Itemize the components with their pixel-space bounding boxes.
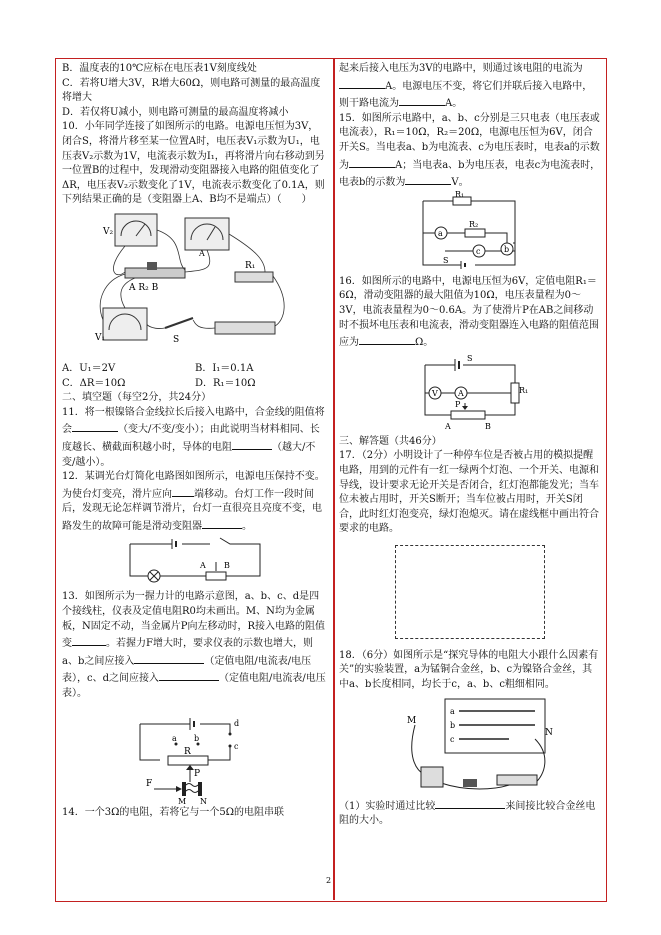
column-divider bbox=[333, 58, 335, 900]
q13-figure bbox=[120, 704, 270, 804]
q15-label-b: b bbox=[504, 244, 510, 254]
q13-label-f: F bbox=[146, 778, 153, 789]
page-number: 2 bbox=[326, 876, 332, 885]
left-column bbox=[62, 62, 328, 820]
q13-label-m: M bbox=[178, 796, 187, 806]
q9-option-d: D．若仅将U减小，则电路可测量的最高温度将减小 bbox=[62, 106, 289, 118]
q10-label-v2: V₂ bbox=[103, 226, 114, 237]
q11-blank-2[interactable] bbox=[232, 438, 272, 450]
q9-option-b: B．温度表的10℃应标在电压表1V刻度线处 bbox=[62, 63, 257, 74]
q13-label-p: P bbox=[194, 768, 201, 779]
q12-label-a: A bbox=[200, 561, 206, 571]
q12-figure bbox=[120, 536, 270, 588]
q10-label-switch: S bbox=[173, 334, 180, 345]
q16-label-ammeter: A bbox=[458, 388, 464, 398]
q15-label-a: a bbox=[438, 228, 443, 238]
q13-blank-1[interactable] bbox=[72, 634, 106, 646]
q10-options bbox=[62, 362, 328, 391]
q12-blank-2[interactable] bbox=[202, 517, 242, 529]
q13-blank-2b[interactable] bbox=[164, 652, 204, 664]
q13-text: 13．如图所示为一握力计的电路示意图，a、b、c、d是四个接线柱，仪表及定值电阻R0均未画出。M、N均为金属板，N固定不动，当金属片P向左移动时，R接入电路的阻值变 。若握力F增大时，要求仪表的示数也增大，则a、b之间应接入 （定值电阻/电流表/电压表），c、d之间应接入 （定值电阻/电流表/电压表）。 bbox=[62, 591, 326, 700]
q18-part1: （1）实验时通过比较 来间接比较合金丝电阻的大小。 bbox=[339, 797, 601, 829]
q13-blank-2[interactable] bbox=[134, 652, 164, 664]
q10-label-rheostat: A R₂ B bbox=[129, 282, 159, 293]
q15-figure bbox=[415, 189, 525, 273]
q12-label-b: B bbox=[224, 561, 230, 571]
q15-label-s: S bbox=[443, 255, 449, 265]
q15-blank-2[interactable] bbox=[405, 173, 451, 185]
q14-continued: 起来后接入电压为3V的电路中，则通过该电阻的电流为A。电源电压不变，将它们并联后接入电路中，则干路电流为 A。 bbox=[339, 63, 593, 110]
q11-blank-1[interactable] bbox=[72, 420, 118, 432]
q12-blank-1[interactable] bbox=[172, 485, 194, 497]
q15-text: 15．如图所示电路中，a、b、c分别是三只电表（电压表或电流表），R₁＝10Ω，R₂＝20Ω，电源电压恒为6V，闭合开关S。当电表a、b为电流表、c为电压表时，电表a的示数为 A；当电表a、b为电压表，电表c为电流表时，电表b的示数为 V。 bbox=[339, 112, 601, 189]
q18-figure bbox=[385, 695, 555, 795]
q14-blank-1[interactable] bbox=[339, 77, 385, 89]
q13-label-a: a bbox=[172, 733, 177, 743]
q10-label-v1: V₁ bbox=[95, 332, 106, 343]
q16-label-a: A bbox=[445, 421, 451, 431]
q10-option-d: D．R₁＝10Ω bbox=[195, 377, 256, 389]
q9-option-c: C．若将U增大3V，R增大60Ω，则电路可测量的最高温度将增大 bbox=[62, 77, 321, 104]
section-2-heading: 二、填空题（每空2分，共24分） bbox=[62, 392, 212, 404]
q16-label-p: P bbox=[455, 399, 461, 409]
q13-blank-3[interactable] bbox=[159, 669, 219, 681]
q10-label-ammeter: A bbox=[199, 248, 205, 258]
q16-label-v: V bbox=[432, 388, 438, 398]
q10-text: 10．小年同学连接了如图所示的电路。电源电压恒为3V，闭合S，将滑片移至某一位置A时，电压表V₁示数为U₁，电压表V₂示数为1V，电流表示数为I₁，再将滑片向右移动到另一位置B的过程中，发现滑动变阻器接入电路的阻值变化了ΔR，电压表V₂示数变化了1V，电流表示数变化了0.1A，则下列结果正确的是（变阻器上A、B均不是端点）（ ） bbox=[62, 121, 325, 206]
q18-label-b: b bbox=[450, 720, 456, 730]
q16-label-b: B bbox=[485, 421, 491, 431]
q15-label-r2: R₂ bbox=[469, 219, 479, 229]
q16-label-s: S bbox=[467, 353, 473, 363]
q13-label-b: b bbox=[194, 733, 200, 743]
q13-label-d: d bbox=[234, 718, 240, 728]
q14-text: 14．一个3Ω的电阻，若将它与一个5Ω的电阻串联 bbox=[62, 806, 285, 818]
q13-label-r: R bbox=[184, 746, 191, 757]
section-3-heading: 三、解答题（共46分） bbox=[339, 435, 442, 447]
q13-label-c: c bbox=[234, 741, 239, 751]
q16-blank[interactable] bbox=[359, 333, 415, 345]
q18-blank-1[interactable] bbox=[435, 797, 505, 809]
q18-text: 18．（6分）如图所示是“探究导体的电阻大小跟什么因素有关”的实验装置，a为锰铜合金丝，b、c为镍铬合金丝，其中a、b长度相同，均长于c，a、b、c粗细相同。 bbox=[339, 649, 599, 691]
q16-label-r1: R₁ bbox=[519, 385, 529, 395]
q17-text: 17．（2分）小明设计了一种停车位是否被占用的模拟提醒电路，用到的元件有一红一绿两个灯泡、一个开关、电源和导线，设计要求无论开关是否闭合，红灯泡都能发光；当车位未被占用时，开关S断开；当车位被占用时，开关S闭合，此时红灯泡变亮，绿灯泡熄灭。请在虚线框中画出符合要求的电路。 bbox=[339, 450, 599, 535]
q13-label-n: N bbox=[200, 796, 207, 806]
q18-label-c: c bbox=[450, 734, 455, 744]
q10-option-a: A．U₁＝2V bbox=[62, 362, 116, 374]
q16-text: 16．如图所示的电路中，电源电压恒为6V，定值电阻R₁＝6Ω，滑动变阻器的最大阻值为10Ω，电压表量程为0～3V，电流表量程为0～0.6A。为了使滑片P在AB之间移动时不损坏电压表和电流表，滑动变阻器连入电路的阻值范围应为 Ω。 bbox=[339, 275, 599, 349]
q10-option-b: B．I₁＝0.1A bbox=[195, 362, 254, 374]
q10-label-r1: R₁ bbox=[245, 260, 256, 271]
q18-label-m: M bbox=[407, 715, 417, 726]
q17-answer-box[interactable] bbox=[395, 545, 545, 639]
q10-option-c: C．ΔR＝10Ω bbox=[62, 377, 126, 389]
q18-label-a: a bbox=[450, 706, 455, 716]
q10-figure bbox=[95, 210, 295, 360]
q12-text: 12．某调光台灯简化电路图如图所示，电源电压保持不变。为使台灯变亮，滑片应向 端移动。台灯工作一段时间后，发现无论怎样调节滑片，台灯一直很亮且亮度不变，电路发生的故障可能是滑动变阻器 。 bbox=[62, 471, 325, 532]
q18-label-n: N bbox=[545, 727, 553, 738]
right-column bbox=[339, 62, 601, 829]
q14-blank-2[interactable] bbox=[399, 94, 445, 106]
q15-label-r1: R₁ bbox=[455, 189, 465, 199]
q15-blank-1[interactable] bbox=[349, 156, 395, 168]
q15-label-c: c bbox=[476, 246, 481, 256]
q16-figure bbox=[415, 353, 529, 433]
q11-text: 11．将一根镍铬合金线拉长后接入电路中，合金线的阻值将会 （变大/不变/变小）；由此说明当材料相同、长度越长、横截面积越小时，导体的电阻 （越大/不变/越小）。 bbox=[62, 406, 325, 468]
